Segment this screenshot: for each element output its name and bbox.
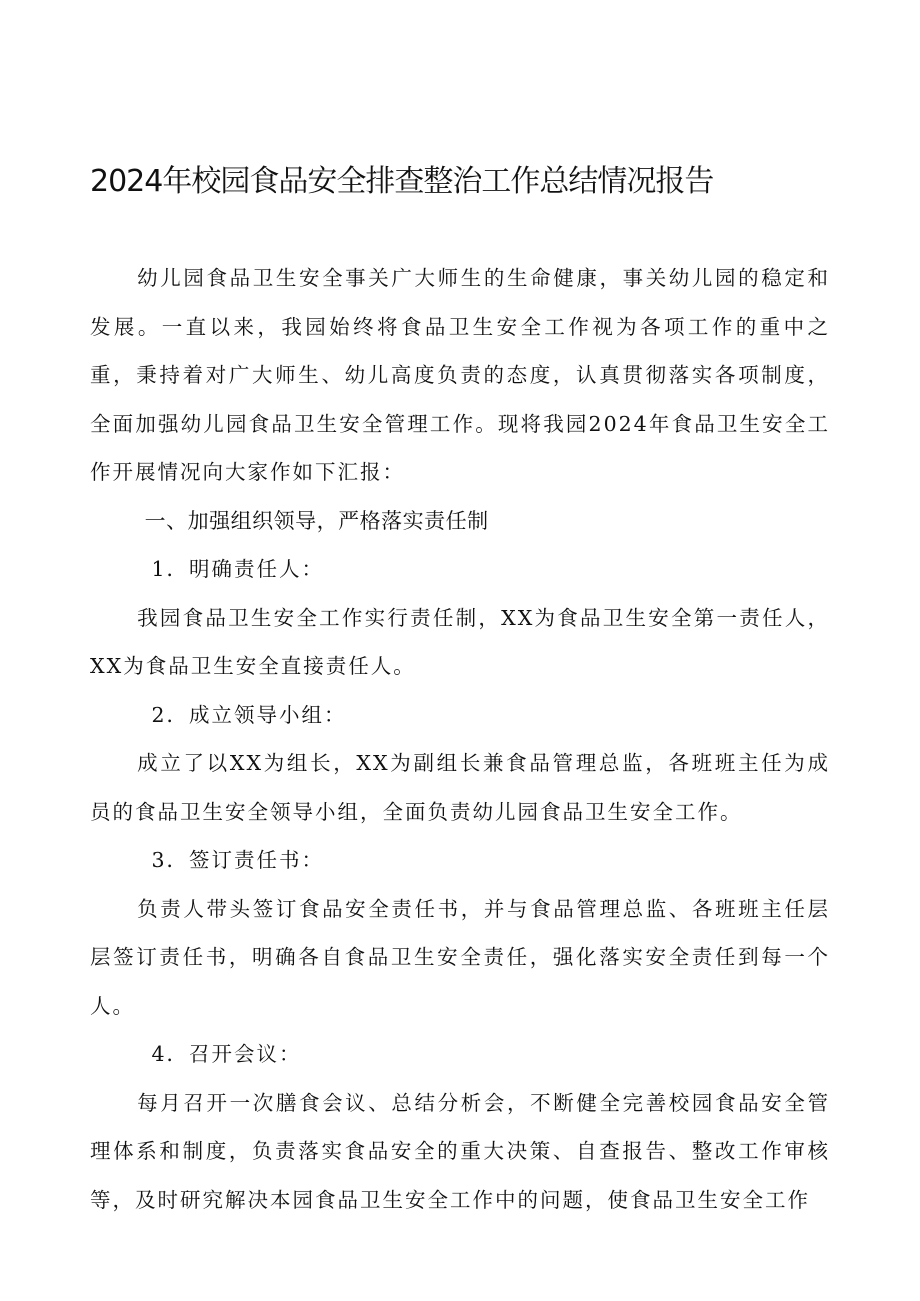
item-heading-2: 2．成立领导小组： xyxy=(151,702,347,727)
document-body xyxy=(90,254,830,1224)
intro-paragraph: 幼儿园食品卫生安全事关广大师生的生命健康，事关幼儿园的稳定和发展。一直以来，我园始终将食品卫生安全工作视为各项工作的重中之重，秉持着对广大师生、幼儿高度负责的态度，认真贯彻落实各项制度，全面加强幼儿园食品卫生安全管理工作。现将我园2024年食品卫生安全工作开展情况向大家作如下汇报： xyxy=(90,266,830,484)
item-heading-3: 3．签订责任书： xyxy=(151,848,325,872)
item-heading-4: 4．召开会议： xyxy=(151,1042,302,1066)
item-heading-1: 1．明确责任人： xyxy=(151,557,325,581)
page-title: 2024年校园食品安全排查整治工作总结情况报告 xyxy=(90,164,714,199)
item-paragraph-2: 成立了以XX为组长，XX为副组长兼食品管理总监，各班班主任为成员的食品卫生安全领导小组，全面负责幼儿园食品卫生安全工作。 xyxy=(90,751,830,824)
item-paragraph-4: 每月召开一次膳食会议、总结分析会，不断健全完善校园食品安全管理体系和制度，负责落实食品安全的重大决策、自查报告、整改工作审核等，及时研究解决本园食品卫生安全工作中的问题，使食品卫生安全工作 xyxy=(90,1090,830,1212)
section-heading: 一、加强组织领导，严格落实责任制 xyxy=(144,508,489,533)
item-paragraph-3: 负责人带头签订食品安全责任书，并与食品管理总监、各班班主任层层签订责任书，明确各自食品卫生安全责任，强化落实安全责任到每一个人。 xyxy=(90,896,830,1018)
item-paragraph-1: 我园食品卫生安全工作实行责任制，XX为食品卫生安全第一责任人，XX为食品卫生安全直接责任人。 xyxy=(90,605,830,678)
